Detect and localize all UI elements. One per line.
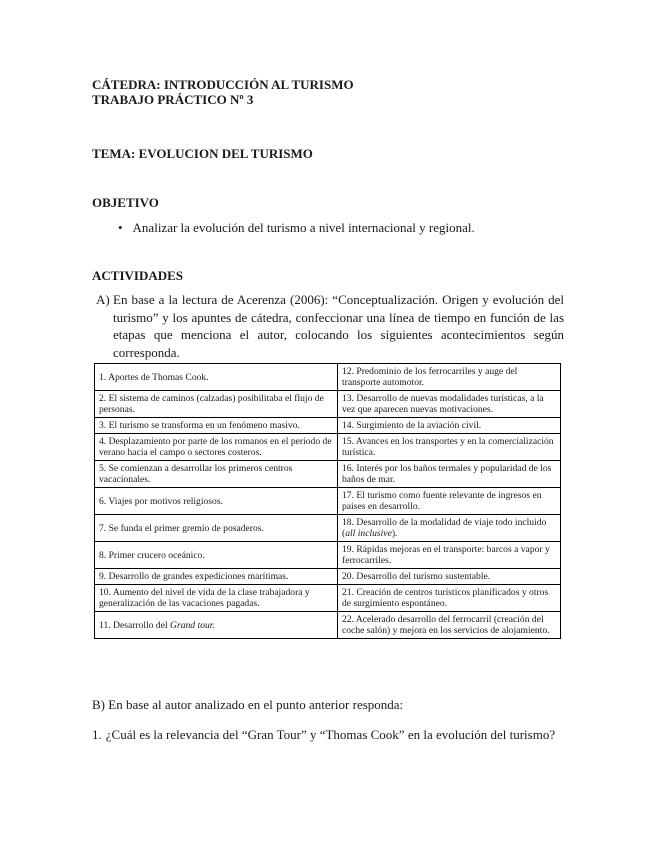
events-table [94,363,561,639]
event-text-italic: all inclusive [345,528,392,539]
activity-a [96,291,564,361]
event-cell: 20. Desarrollo del turismo sustentable. [338,569,561,585]
table-row [95,391,561,418]
event-cell: 3. El turismo se transforma en un fenómeno masivo. [95,418,338,434]
event-cell: 13. Desarrollo de nuevas modalidades turísticas, a la vez que aparecen nuevas motivaciones. [338,391,561,418]
table-row [95,364,561,391]
objective-item [118,220,475,236]
assignment-title: TRABAJO PRÁCTICO Nº 3 [92,92,254,107]
bullet-icon: • [118,220,123,235]
event-text-italic: Grand tour. [170,619,215,631]
course-title: CÁTEDRA: INTRODUCCIÓN AL TURISMO [92,77,354,92]
event-cell: 6. Viajes por motivos religiosos. [95,488,338,515]
activity-a-marker: A) [96,292,110,307]
question-text: ¿Cuál es la relevancia del “Gran Tour” y “Thomas Cook” en la evolución del turismo? [105,727,556,742]
event-cell: 21. Creación de centros turísticos planificados y otros de surgimiento espontáneo. [338,585,561,612]
event-cell: 2. El sistema de caminos (calzadas) posibilitaba el flujo de personas. [95,391,338,418]
event-cell [95,612,338,639]
event-text: 11. Desarrollo del [99,619,171,631]
event-cell: 7. Se funda el primer gremio de posaderos. [95,515,338,542]
activity-b-intro: B) En base al autor analizado en el punto anterior responda: [92,697,404,712]
event-cell: 19. Rápidas mejoras en el transporte: barcos a vapor y ferrocarriles. [338,542,561,569]
event-cell: 17. El turismo como fuente relevante de ingresos en países en desarrollo. [338,488,561,515]
table-row [95,461,561,488]
event-cell: 1. Aportes de Thomas Cook. [95,364,338,391]
event-cell [338,515,561,542]
table-row [95,434,561,461]
table-row [95,612,561,639]
event-cell: 14. Surgimiento de la aviación civil. [338,418,561,434]
event-text: 18. Desarrollo de la modalidad de viaje todo incluido ( [342,517,547,539]
table-row [95,515,561,542]
event-cell: 9. Desarrollo de grandes expediciones marítimas. [95,569,338,585]
event-text: ). [391,528,398,539]
event-cell: 16. Interés por los baños termales y popularidad de los baños de mar. [338,461,561,488]
event-cell: 22. Acelerado desarrollo del ferrocarril (creación del coche salón) y mejora en los servicios de alojamiento. [338,612,561,639]
objective-heading: OBJETIVO [92,195,159,210]
activity-a-text: En base a la lectura de Acerenza (2006): “Conceptualización. Origen y evolución del turismo” y los apuntes de cátedra, confeccionar una línea de tiempo en función de las etapas que menciona el autor, colocando los siguientes acontecimientos según corresponda. [113,292,564,360]
table-row [95,542,561,569]
event-cell: 15. Avances en los transportes y en la comercialización turística. [338,434,561,461]
event-cell: 5. Se comienzan a desarrollar los primeros centros vacacionales. [95,461,338,488]
activities-heading: ACTIVIDADES [92,268,184,283]
event-cell: 12. Predominio de los ferrocarriles y auge del transporte automotor. [338,364,561,391]
table-row [95,569,561,585]
course-header [92,77,354,107]
table-row [95,418,561,434]
event-cell: 8. Primer crucero oceánico. [95,542,338,569]
question-1 [92,727,555,743]
table-row [95,585,561,612]
event-cell: 4. Desplazamiento por parte de los romanos en el período de verano hacia el campo o sectores costeros. [95,434,338,461]
topic-heading: TEMA: EVOLUCION DEL TURISMO [92,146,313,161]
table-row [95,488,561,515]
event-cell: 10. Aumento del nivel de vida de la clase trabajadora y generalización de las vacaciones pagadas. [95,585,338,612]
question-number: 1. [92,727,102,742]
objective-text: Analizar la evolución del turismo a nivel internacional y regional. [132,220,475,235]
